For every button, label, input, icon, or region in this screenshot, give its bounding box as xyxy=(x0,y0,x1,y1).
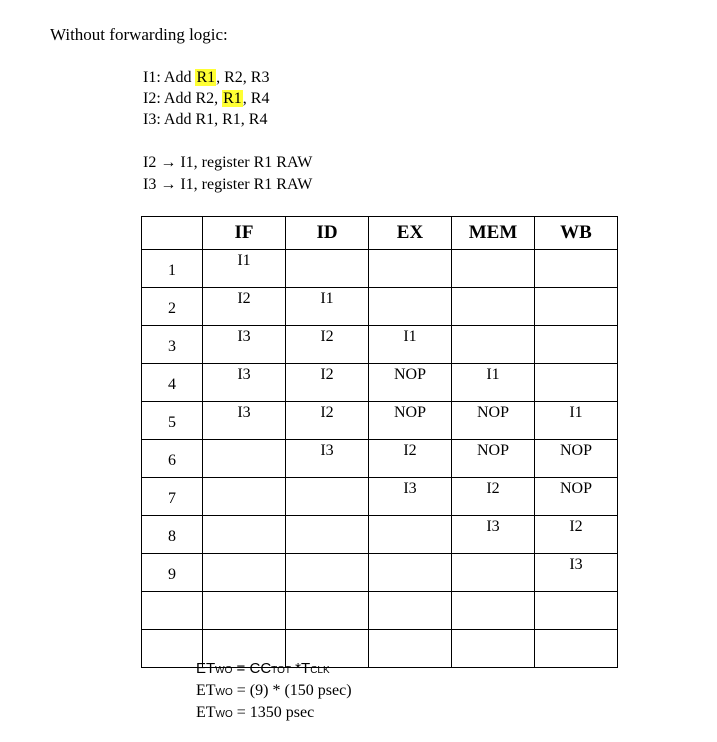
stage-cell xyxy=(286,250,369,288)
stage-cell: NOP xyxy=(452,402,535,440)
table-row xyxy=(142,516,618,554)
stage-cell: NOP xyxy=(369,402,452,440)
stage-cell: I1 xyxy=(203,250,286,288)
highlight-r1: R1 xyxy=(223,90,242,107)
stage-cell: I2 xyxy=(203,288,286,326)
stage-cell xyxy=(369,630,452,668)
stage-cell xyxy=(452,630,535,668)
header-cell: EX xyxy=(369,217,452,250)
stage-cell: I3 xyxy=(452,516,535,554)
header-cell: MEM xyxy=(452,217,535,250)
dependency-line-2: I3 → I1, register R1 RAW xyxy=(143,176,313,193)
stage-cell xyxy=(535,288,618,326)
stage-cell xyxy=(535,250,618,288)
header-cell: ID xyxy=(286,217,369,250)
instruction-line-2: I2: Add R2, R1, R4 xyxy=(143,90,270,107)
cycle-number-cell: 6 xyxy=(142,440,203,478)
stage-cell xyxy=(369,250,452,288)
stage-cell: I3 xyxy=(203,402,286,440)
stage-cell: I2 xyxy=(286,326,369,364)
cycle-number-cell: 8 xyxy=(142,516,203,554)
stage-cell xyxy=(452,288,535,326)
stage-cell: NOP xyxy=(369,364,452,402)
stage-cell: I2 xyxy=(286,402,369,440)
stage-cell xyxy=(535,364,618,402)
stage-cell xyxy=(286,478,369,516)
stage-cell xyxy=(203,478,286,516)
stage-cell: NOP xyxy=(535,440,618,478)
arrow-right-icon: → xyxy=(160,176,177,193)
stage-cell xyxy=(452,250,535,288)
stage-cell: I3 xyxy=(203,326,286,364)
stage-cell xyxy=(452,554,535,592)
stage-cell xyxy=(369,288,452,326)
cycle-number-cell: 3 xyxy=(142,326,203,364)
table-row xyxy=(142,478,618,516)
pipeline-table xyxy=(141,216,618,668)
instruction-line-1: I1: Add R1, R2, R3 xyxy=(143,69,270,86)
cycle-number-cell: 7 xyxy=(142,478,203,516)
stage-cell xyxy=(286,554,369,592)
stage-cell: I1 xyxy=(535,402,618,440)
stage-cell: I3 xyxy=(203,364,286,402)
stage-cell: I2 xyxy=(369,440,452,478)
stage-cell: I2 xyxy=(286,364,369,402)
stage-cell xyxy=(286,592,369,630)
table-row xyxy=(142,440,618,478)
table-row xyxy=(142,326,618,364)
stage-cell xyxy=(203,554,286,592)
stage-cell xyxy=(203,516,286,554)
stage-cell: I3 xyxy=(286,440,369,478)
table-row xyxy=(142,364,618,402)
equation-line-3: ETWO = 1350 psec xyxy=(196,704,315,721)
header-cell: WB xyxy=(535,217,618,250)
stage-cell xyxy=(369,554,452,592)
table-header-row xyxy=(142,217,618,250)
stage-cell: I1 xyxy=(286,288,369,326)
table-row xyxy=(142,592,618,630)
stage-cell: I3 xyxy=(369,478,452,516)
stage-cell xyxy=(203,440,286,478)
stage-cell xyxy=(535,630,618,668)
stage-cell: I1 xyxy=(452,364,535,402)
stage-cell xyxy=(369,516,452,554)
cycle-number-cell: 4 xyxy=(142,364,203,402)
cycle-number-cell: 1 xyxy=(142,250,203,288)
table-row xyxy=(142,288,618,326)
stage-cell: NOP xyxy=(535,478,618,516)
dependency-line-1: I2 → I1, register R1 RAW xyxy=(143,154,313,171)
cycle-number-cell: 2 xyxy=(142,288,203,326)
stage-cell: NOP xyxy=(452,440,535,478)
equation-line-2: ETWO = (9) * (150 psec) xyxy=(196,682,352,699)
table-row xyxy=(142,402,618,440)
stage-cell xyxy=(286,516,369,554)
instruction-line-3: I3: Add R1, R1, R4 xyxy=(143,111,268,128)
stage-cell xyxy=(535,592,618,630)
header-cell: IF xyxy=(203,217,286,250)
equation-line-1: ETWO = CCTOT *TCLK xyxy=(196,660,330,677)
cycle-number-cell: 9 xyxy=(142,554,203,592)
header-cell xyxy=(142,217,203,250)
stage-cell: I3 xyxy=(535,554,618,592)
stage-cell xyxy=(369,592,452,630)
arrow-right-icon: → xyxy=(160,154,177,171)
table-row xyxy=(142,554,618,592)
stage-cell xyxy=(535,326,618,364)
stage-cell xyxy=(203,592,286,630)
stage-cell: I2 xyxy=(535,516,618,554)
stage-cell: I1 xyxy=(369,326,452,364)
cycle-number-cell: 5 xyxy=(142,402,203,440)
cycle-number-cell xyxy=(142,592,203,630)
stage-cell xyxy=(452,326,535,364)
cycle-number-cell xyxy=(142,630,203,668)
stage-cell: I2 xyxy=(452,478,535,516)
highlight-r1: R1 xyxy=(196,69,216,86)
stage-cell xyxy=(452,592,535,630)
table-row xyxy=(142,250,618,288)
heading: Without forwarding logic: xyxy=(50,25,228,44)
